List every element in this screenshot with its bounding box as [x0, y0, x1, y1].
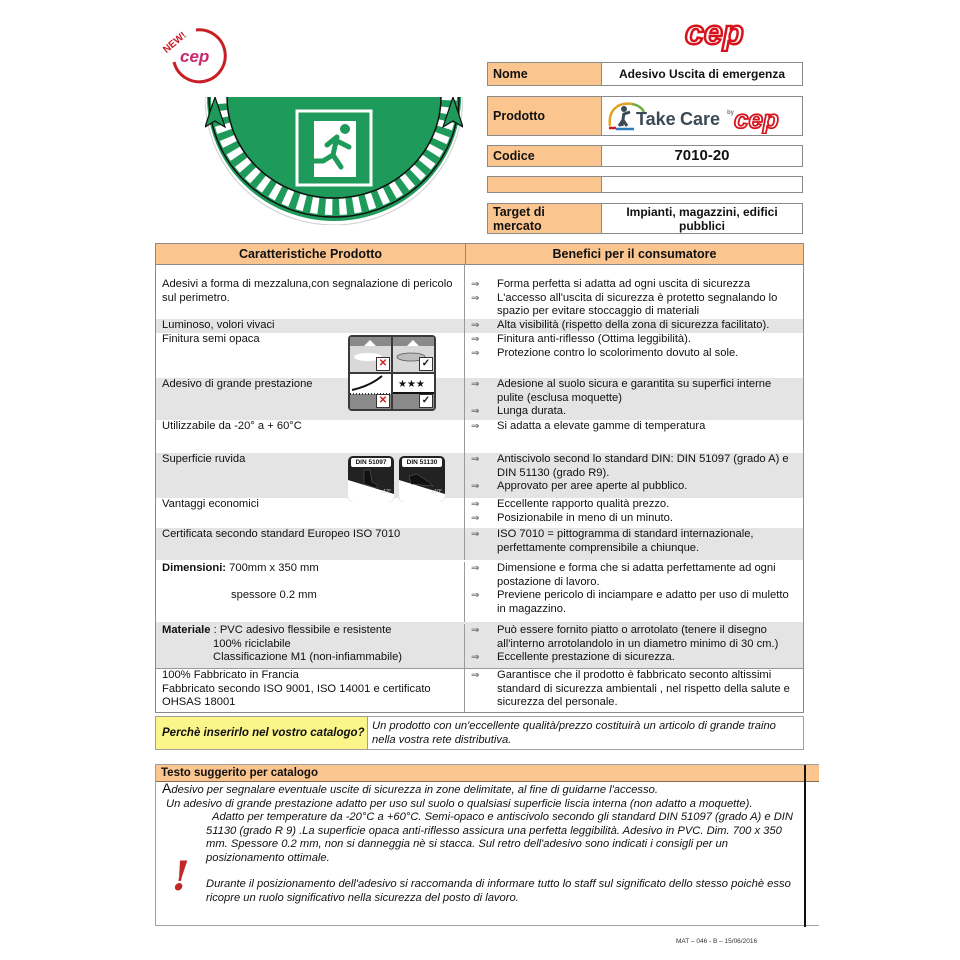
- benefit-cell: ⇒ Adesione al suolo sicura e garantita su superfici interne pulite (esclusa moquette) ⇒ Lunga durata.: [471, 378, 772, 418]
- arrow-icon: ⇒: [471, 292, 480, 304]
- divider: [804, 765, 806, 927]
- arrow-icon: ⇒: [471, 670, 480, 681]
- din-51097-badge: DIN 51097 A ≤12°: [348, 456, 394, 502]
- benefit-cell: ⇒ Finitura anti-riflesso (Ottima leggibilità). ⇒ Protezione contro lo scolorimento dovuto al sole.: [471, 333, 739, 359]
- svg-text:by: by: [727, 110, 735, 116]
- arrow-icon: ⇒: [471, 454, 480, 465]
- matte-finish-icon: ✓: [393, 337, 434, 372]
- benefits-header: Benefici per il consumatore: [552, 247, 717, 261]
- arrow-icon: ⇒: [471, 320, 480, 331]
- arrow-icon: ⇒: [471, 334, 480, 345]
- arrow-icon: ⇒: [471, 625, 480, 636]
- arrow-icon: ⇒: [471, 499, 480, 510]
- info-row-nome: [487, 62, 803, 86]
- svg-text:cep: cep: [180, 47, 210, 66]
- arrow-icon: ⇒: [471, 652, 480, 664]
- table-row: [156, 420, 803, 453]
- suggested-catalog-text: [155, 764, 819, 926]
- features-header: Caratteristiche Prodotto: [156, 244, 466, 264]
- catalog-reason-box: [155, 716, 804, 750]
- new-cep-badge: [160, 22, 232, 84]
- table-row: [156, 560, 803, 622]
- table-header: [156, 244, 803, 265]
- info-value: [602, 177, 802, 192]
- takecare-logo: [602, 97, 802, 135]
- info-label: Codice: [488, 146, 602, 166]
- info-label: Prodotto: [488, 97, 602, 135]
- arrow-icon: ⇒: [471, 512, 480, 524]
- suggested-text-body: Adesivo per segnalare eventuale uscite di sicurezza in zone delimitate, al fine di guidarne l'accesso. Un adesivo di grande prestazione adatto per uso sul suolo o qualsiasi superficie liscia interna (non adatto a moquette). Adatto per temperature da -20°C a +60°C. Semi-opaco e antiscivolo secondo gli standard DIN 51097 (grado A) e DIN 51130 (grado R 9) .La superficie opaca anti-riflesso assicura una perfetta leggibilità. Adesivo in PVC. Dim. 700 x 350 mm. Spessore 0.2 mm, non si danneggia nè si stacca. Sul retro dell'adesivo sono indicati i consigli per un posizionamento ottimale. Durante il posizionamento dell'adesivo si raccomanda di informare tutto lo staff sul significato dello stesso poichè esso ricopre un ruolo significativo nella sicurezza del posto di lavoro.: [162, 780, 793, 904]
- spacer-row: [156, 265, 803, 278]
- info-row-codice: [487, 145, 803, 167]
- table-row: [156, 453, 803, 498]
- catalog-reason-text: Un prodotto con un'eccellente qualità/prezzo costituirà un articolo di grande traino nella vostra rete distributiva.: [372, 720, 776, 746]
- warning-icon: !: [172, 853, 190, 900]
- arrow-icon: ⇒: [471, 421, 480, 432]
- feature-cell: Vantaggi economici: [156, 498, 465, 528]
- benefit-cell: ⇒ Garantisce che il prodotto è fabbricato seconto altissimi standard di sicurezza ambientali , nel rispetto della salute e sicurezza del personale.: [471, 669, 790, 709]
- feature-cell: Utilizzabile da -20° a + 60°C: [156, 420, 465, 453]
- svg-text:NEW!: NEW!: [161, 30, 189, 56]
- feature-cell: Adesivi a forma di mezzaluna,con segnalazione di pericolo sul perimetro.: [156, 278, 465, 319]
- product-code: 7010-20: [674, 147, 730, 164]
- arrow-icon: ⇒: [471, 347, 480, 359]
- info-row-empty: [487, 176, 803, 193]
- arrow-icon: ⇒: [471, 279, 480, 290]
- table-row: [156, 498, 803, 528]
- arrow-icon: ⇒: [471, 406, 480, 418]
- table-row: [156, 622, 803, 668]
- benefit-cell: ⇒ Alta visibilità (rispetto della zona di sicurezza facilitato).: [471, 319, 770, 331]
- table-row: [156, 319, 803, 333]
- feature-cell: Adesivo di grande prestazione: [156, 378, 465, 420]
- din-51130-badge: DIN 51130 R9 ≤10°: [399, 456, 445, 502]
- benefit-cell: ⇒ Antiscivolo second lo standard DIN: DIN 51097 (grado A) e DIN 51130 (grado R9). ⇒ Approvato per aree aperte al pubblico.: [471, 453, 789, 493]
- table-row: [156, 378, 803, 420]
- arrow-icon: ⇒: [471, 379, 480, 390]
- table-row: [156, 278, 803, 319]
- svg-text:cep: cep: [734, 104, 779, 134]
- catalog-reason-label: Perchè inserirlo nel vostro catalogo?: [156, 717, 368, 749]
- document-reference: MAT – 046 - B – 15/06/2016: [676, 938, 758, 945]
- feature-cell: Finitura semi opaca ✕ ✓ ✕ ★★★ ✓: [156, 333, 465, 378]
- feature-cell: Certificata secondo standard Europeo ISO 7010: [156, 528, 465, 560]
- table-row: [156, 528, 803, 560]
- benefit-cell: ⇒ ISO 7010 = pittogramma di standard internazionale, perfettamente comprensibile a chiunque.: [471, 528, 754, 554]
- product-name: Adesivo Uscita di emergenza: [618, 67, 786, 81]
- arrow-icon: ⇒: [471, 563, 480, 574]
- suggested-text-title: Testo suggerito per catalogo: [156, 765, 819, 782]
- svg-text:★★★: ★★★: [398, 379, 425, 390]
- benefit-cell: ⇒ Dimensione e forma che si adatta perfettamente ad ogni postazione di lavoro. ⇒ Previene pericolo di inciampare e adatto per uso di muletto in magazzino.: [471, 562, 789, 615]
- arrow-icon: ⇒: [471, 481, 480, 493]
- benefit-cell: ⇒ Forma perfetta si adatta ad ogni uscita di sicurezza ⇒ L'accesso all'uscita di sicurezza è protetto segnalando lo spazio per evitare stoccaggio di materiali: [471, 278, 778, 318]
- emergency-exit-sign-image: [205, 97, 463, 225]
- svg-text:Take: Take: [636, 109, 676, 129]
- feature-cell: Luminoso, volori vivaci: [156, 319, 465, 333]
- feature-cell: Superficie ruvida DIN 51097 A ≤12° DIN 51130 R9 ≤10°: [156, 453, 465, 498]
- cep-logo: [683, 14, 767, 52]
- feature-cell: 100% Fabbricato in Francia Fabbricato secondo ISO 9001, ISO 14001 e certificato OHSAS 18001: [156, 669, 465, 712]
- svg-text:Care: Care: [680, 109, 721, 129]
- feature-cell: Materiale : PVC adesivo flessibile e resistente 100% riciclabile Classificazione M1 (non-infiammabile): [156, 624, 465, 668]
- arrow-icon: ⇒: [471, 590, 480, 602]
- new-badge-icon: [160, 22, 232, 84]
- info-row-target: [487, 203, 803, 234]
- features-benefits-table: [155, 243, 804, 713]
- arrow-icon: ⇒: [471, 529, 480, 540]
- benefit-cell: ⇒ Si adatta a elevate gamme di temperatura: [471, 420, 706, 432]
- glossy-finish-icon: ✕: [350, 337, 391, 372]
- peeling-icon: ✕: [350, 374, 391, 409]
- svg-text:cep: cep: [685, 14, 744, 52]
- target-market: Impianti, magazzini, edifici pubblici: [626, 204, 778, 233]
- info-label: [488, 177, 602, 192]
- table-row: [156, 668, 803, 712]
- info-label: Target di mercato: [488, 204, 602, 233]
- performance-stars-icon: ★★★ ✓: [393, 374, 434, 409]
- benefit-cell: ⇒ Può essere fornito piatto o arrotolato (tenere il disegno all'interno arrotolandolo in un diametro minimo di 30 cm.) ⇒ Eccellente prestazione di sicurezza.: [471, 624, 779, 664]
- benefit-cell: ⇒ Eccellente rapporto qualità prezzo. ⇒ Posizionabile in meno di un minuto.: [471, 498, 673, 524]
- info-row-prodotto: [487, 96, 803, 136]
- info-label: Nome: [488, 63, 602, 85]
- feature-cell: Dimensioni: 700mm x 350 mm spessore 0.2 mm: [156, 562, 465, 622]
